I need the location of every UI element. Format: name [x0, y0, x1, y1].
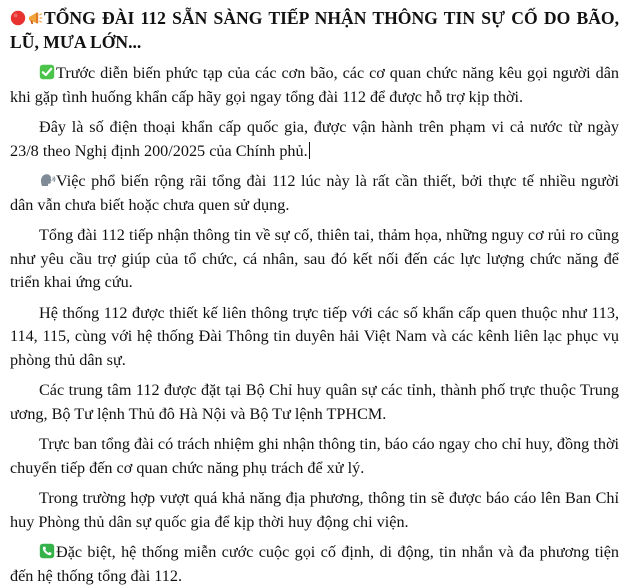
paragraph-text: Trực ban tổng đài có trách nhiệm ghi nhận thông tin, báo cáo ngay cho chỉ huy, đồng thời chuyển tiếp đến cơ quan chức năng phụ trách để xử lý.	[10, 435, 619, 477]
megaphone-icon	[27, 8, 43, 24]
paragraph-text: Đặc biệt, hệ thống miễn cước cuộc gọi cố định, di động, tin nhắn và đa phương tiện đến hệ thống tổng đài 112.	[10, 543, 619, 585]
paragraph	[10, 116, 619, 163]
paragraph-text: Trước diễn biến phức tạp của các cơn bão, các cơ quan chức năng kêu gọi người dân khi gặp tình huống khẩn cấp hãy gọi ngay tổng đài 112 để được hỗ trợ kịp thời.	[10, 64, 619, 106]
paragraph-text: Tổng đài 112 tiếp nhận thông tin về sự cố, thiên tai, thảm họa, những nguy cơ rủi ro cũng như yêu cầu trợ giúp của tổ chức, cá nhân, sau đó kết nối đến các lực lượng chức năng để triển khai ứng cứu.	[10, 226, 619, 291]
paragraph	[10, 224, 619, 295]
paragraph-text: Trong trường hợp vượt quá khả năng địa phương, thông tin sẽ được báo cáo lên Ban Chỉ huy Phòng thủ dân sự quốc gia để kịp thời huy động chi viện.	[10, 489, 619, 531]
paragraph	[10, 379, 619, 426]
paragraph-text: Hệ thống 112 được thiết kế liên thông trực tiếp với các số khẩn cấp quen thuộc như 113, 114, 115, cùng với hệ thống Đài Thông tin duyên hải Việt Nam và các kênh liên lạc phục vụ phòng thủ dân sự.	[10, 303, 619, 369]
paragraph-text: Các trung tâm 112 được đặt tại Bộ Chỉ huy quân sự các tỉnh, thành phố trực thuộc Trung ương, Bộ Tư lệnh Thủ đô Hà Nội và Bộ Tư lệnh TPHCM.	[10, 381, 619, 423]
paragraph	[10, 62, 619, 109]
speaking-head-icon	[39, 172, 55, 188]
check-mark-button-icon	[39, 64, 55, 80]
red-circle-icon	[10, 8, 26, 24]
paragraph-text: Đây là số điện thoại khẩn cấp quốc gia, được vận hành trên phạm vi cả nước từ ngày 23/8 theo Nghị định 200/2025 của Chính phủ.	[10, 118, 619, 160]
article-body	[10, 62, 619, 588]
paragraph	[10, 170, 619, 217]
text-cursor	[309, 142, 310, 159]
article-title	[10, 6, 619, 54]
paragraph	[10, 487, 619, 534]
paragraph	[10, 433, 619, 480]
paragraph	[10, 302, 619, 373]
article-title-text: TỔNG ĐÀI 112 SẴN SÀNG TIẾP NHẬN THÔNG TIN SỰ CỐ DO BÃO, LŨ, MƯA LỚN...	[10, 8, 619, 52]
paragraph	[10, 541, 619, 588]
paragraph-text: Việc phổ biến rộng rãi tổng đài 112 lúc này là rất cần thiết, bởi thực tế nhiều người dân vẫn chưa biết hoặc chưa quen sử dụng.	[10, 172, 619, 214]
telephone-icon	[39, 543, 55, 559]
